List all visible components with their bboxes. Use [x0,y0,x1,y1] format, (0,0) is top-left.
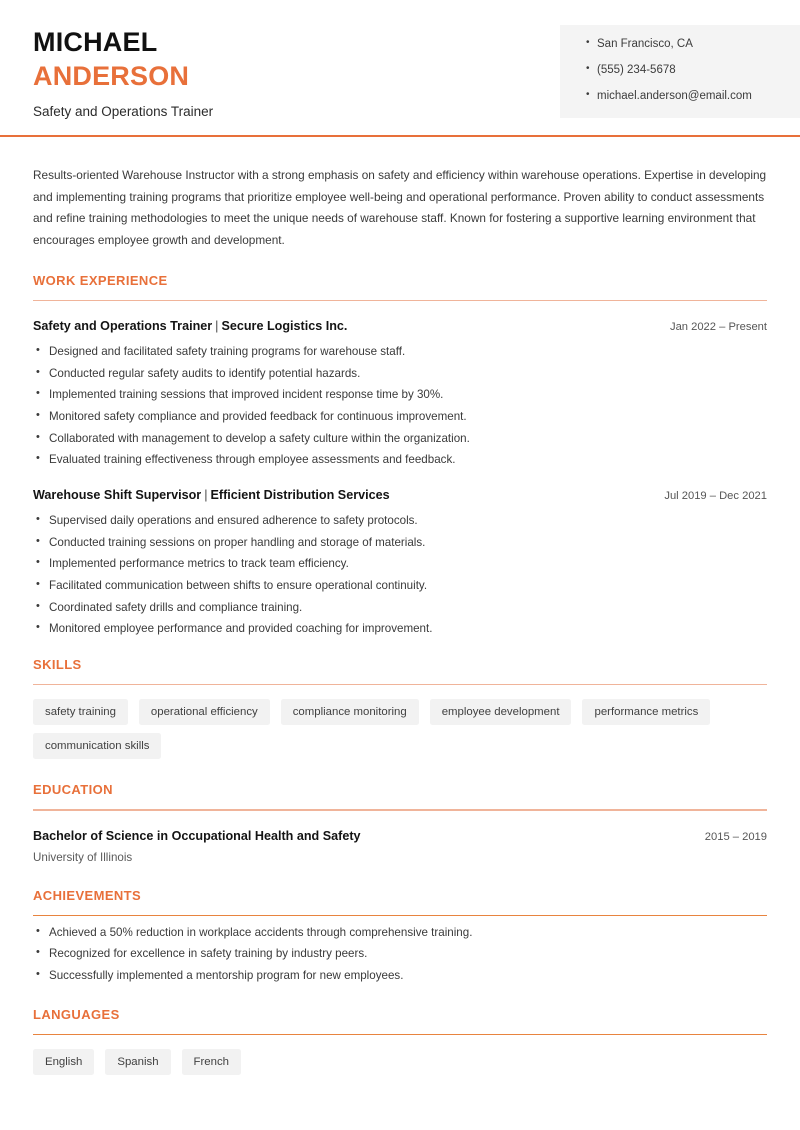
resume-header [0,0,800,136]
contact-phone: • (555) 234-5678 [586,63,800,77]
section-rule-skills [33,684,767,685]
language-chip: French [182,1049,241,1075]
experience-company: Efficient Distribution Services [210,488,390,503]
bullet-item: • Monitored safety compliance and provided feedback for continuous improvement. [33,409,767,424]
contact-location: • San Francisco, CA [586,37,800,51]
title-separator: | [215,319,219,334]
bullet-item: • Monitored employee performance and provided coaching for improvement. [33,621,767,636]
bullet-item: • Implemented performance metrics to track team efficiency. [33,556,767,571]
experience-date: Jul 2019 – Dec 2021 [664,490,767,503]
bullet-item: • Conducted regular safety audits to identify potential hazards. [33,366,767,381]
section-education [33,782,767,864]
education-school: University of Illinois [33,850,133,864]
section-title-achievements: ACHIEVEMENTS [33,887,142,903]
experience-entry [33,487,767,636]
education-entry-head [33,828,767,845]
skill-chip: compliance monitoring [281,699,419,725]
achievement-item: • Achieved a 50% reduction in workplace accidents through comprehensive training. [33,925,767,940]
section-rule-languages [33,1034,767,1035]
last-name: ANDERSON [33,61,190,91]
skills-chip-list [33,699,767,759]
title-separator: | [204,488,208,503]
experience-title [33,318,347,334]
skill-chip: communication skills [33,733,161,759]
first-name: MICHAEL [33,27,158,57]
bullet-item: • Conducted training sessions on proper handling and storage of materials. [33,535,767,550]
header-divider [0,135,800,137]
section-skills [33,657,767,759]
contact-email: • michael.anderson@email.com [586,89,800,103]
bullet-item: • Supervised daily operations and ensured adherence to safety protocols. [33,513,767,528]
bullet-item: • Facilitated communication between shifts to ensure operational continuity. [33,578,767,593]
section-title-languages: LANGUAGES [33,1006,120,1022]
skill-chip: operational efficiency [139,699,270,725]
experience-entry-head [33,487,767,504]
experience-title [33,487,390,503]
bullet-item: • Evaluated training effectiveness through employee assessments and feedback. [33,452,767,467]
bullet-item: • Coordinated safety drills and compliance training. [33,600,767,615]
section-work-experience [33,273,767,636]
section-rule-achievements [33,915,767,916]
skill-chip: performance metrics [582,699,710,725]
section-title-skills: SKILLS [33,657,82,673]
experience-role: Safety and Operations Trainer [33,319,213,334]
education-degree: Bachelor of Science in Occupational Health and Safety [33,828,361,843]
section-languages [33,1007,767,1075]
identity-block [33,26,213,120]
bullet-item: • Collaborated with management to develop a safety culture within the organization. [33,431,767,446]
achievements-list [33,925,767,983]
education-entry [33,828,767,865]
section-title-work-experience: WORK EXPERIENCE [33,273,168,288]
achievement-item: • Successfully implemented a mentorship program for new employees. [33,968,767,983]
experience-bullet-list [33,513,767,636]
section-title-education: EDUCATION [33,782,113,798]
section-achievements [33,888,767,983]
header-job-title: Safety and Operations Trainer [33,104,214,119]
experience-entry [33,318,767,467]
section-rule-education [33,809,767,810]
language-chip: English [33,1049,94,1075]
section-rule-work-experience [33,300,767,301]
skill-chip: employee development [430,699,572,725]
experience-entry-head [33,318,767,335]
languages-chip-list [33,1049,767,1075]
bullet-item: • Designed and facilitated safety training programs for warehouse staff. [33,344,767,359]
achievement-item: • Recognized for excellence in safety training by industry peers. [33,946,767,961]
resume-content [0,136,800,1075]
professional-summary: Results-oriented Warehouse Instructor with a strong emphasis on safety and efficiency within warehouse operations. Expertise in developing and implementing training programs that prioritize employee well-being and operational performance. Proven ability to conduct assessments and refine training methodologies to meet the unique needs of warehouse staff. Known for fostering a supportive learning environment that encourages employee growth and development. [33,168,767,247]
experience-role: Warehouse Shift Supervisor [33,488,202,503]
experience-company: Secure Logistics Inc. [221,319,348,334]
language-chip: Spanish [105,1049,170,1075]
bullet-item: • Implemented training sessions that improved incident response time by 30%. [33,387,767,402]
education-date: 2015 – 2019 [704,830,767,843]
skill-chip: safety training [33,699,128,725]
experience-date: Jan 2022 – Present [669,321,767,334]
experience-bullet-list [33,344,767,467]
contact-info-box [560,25,800,118]
